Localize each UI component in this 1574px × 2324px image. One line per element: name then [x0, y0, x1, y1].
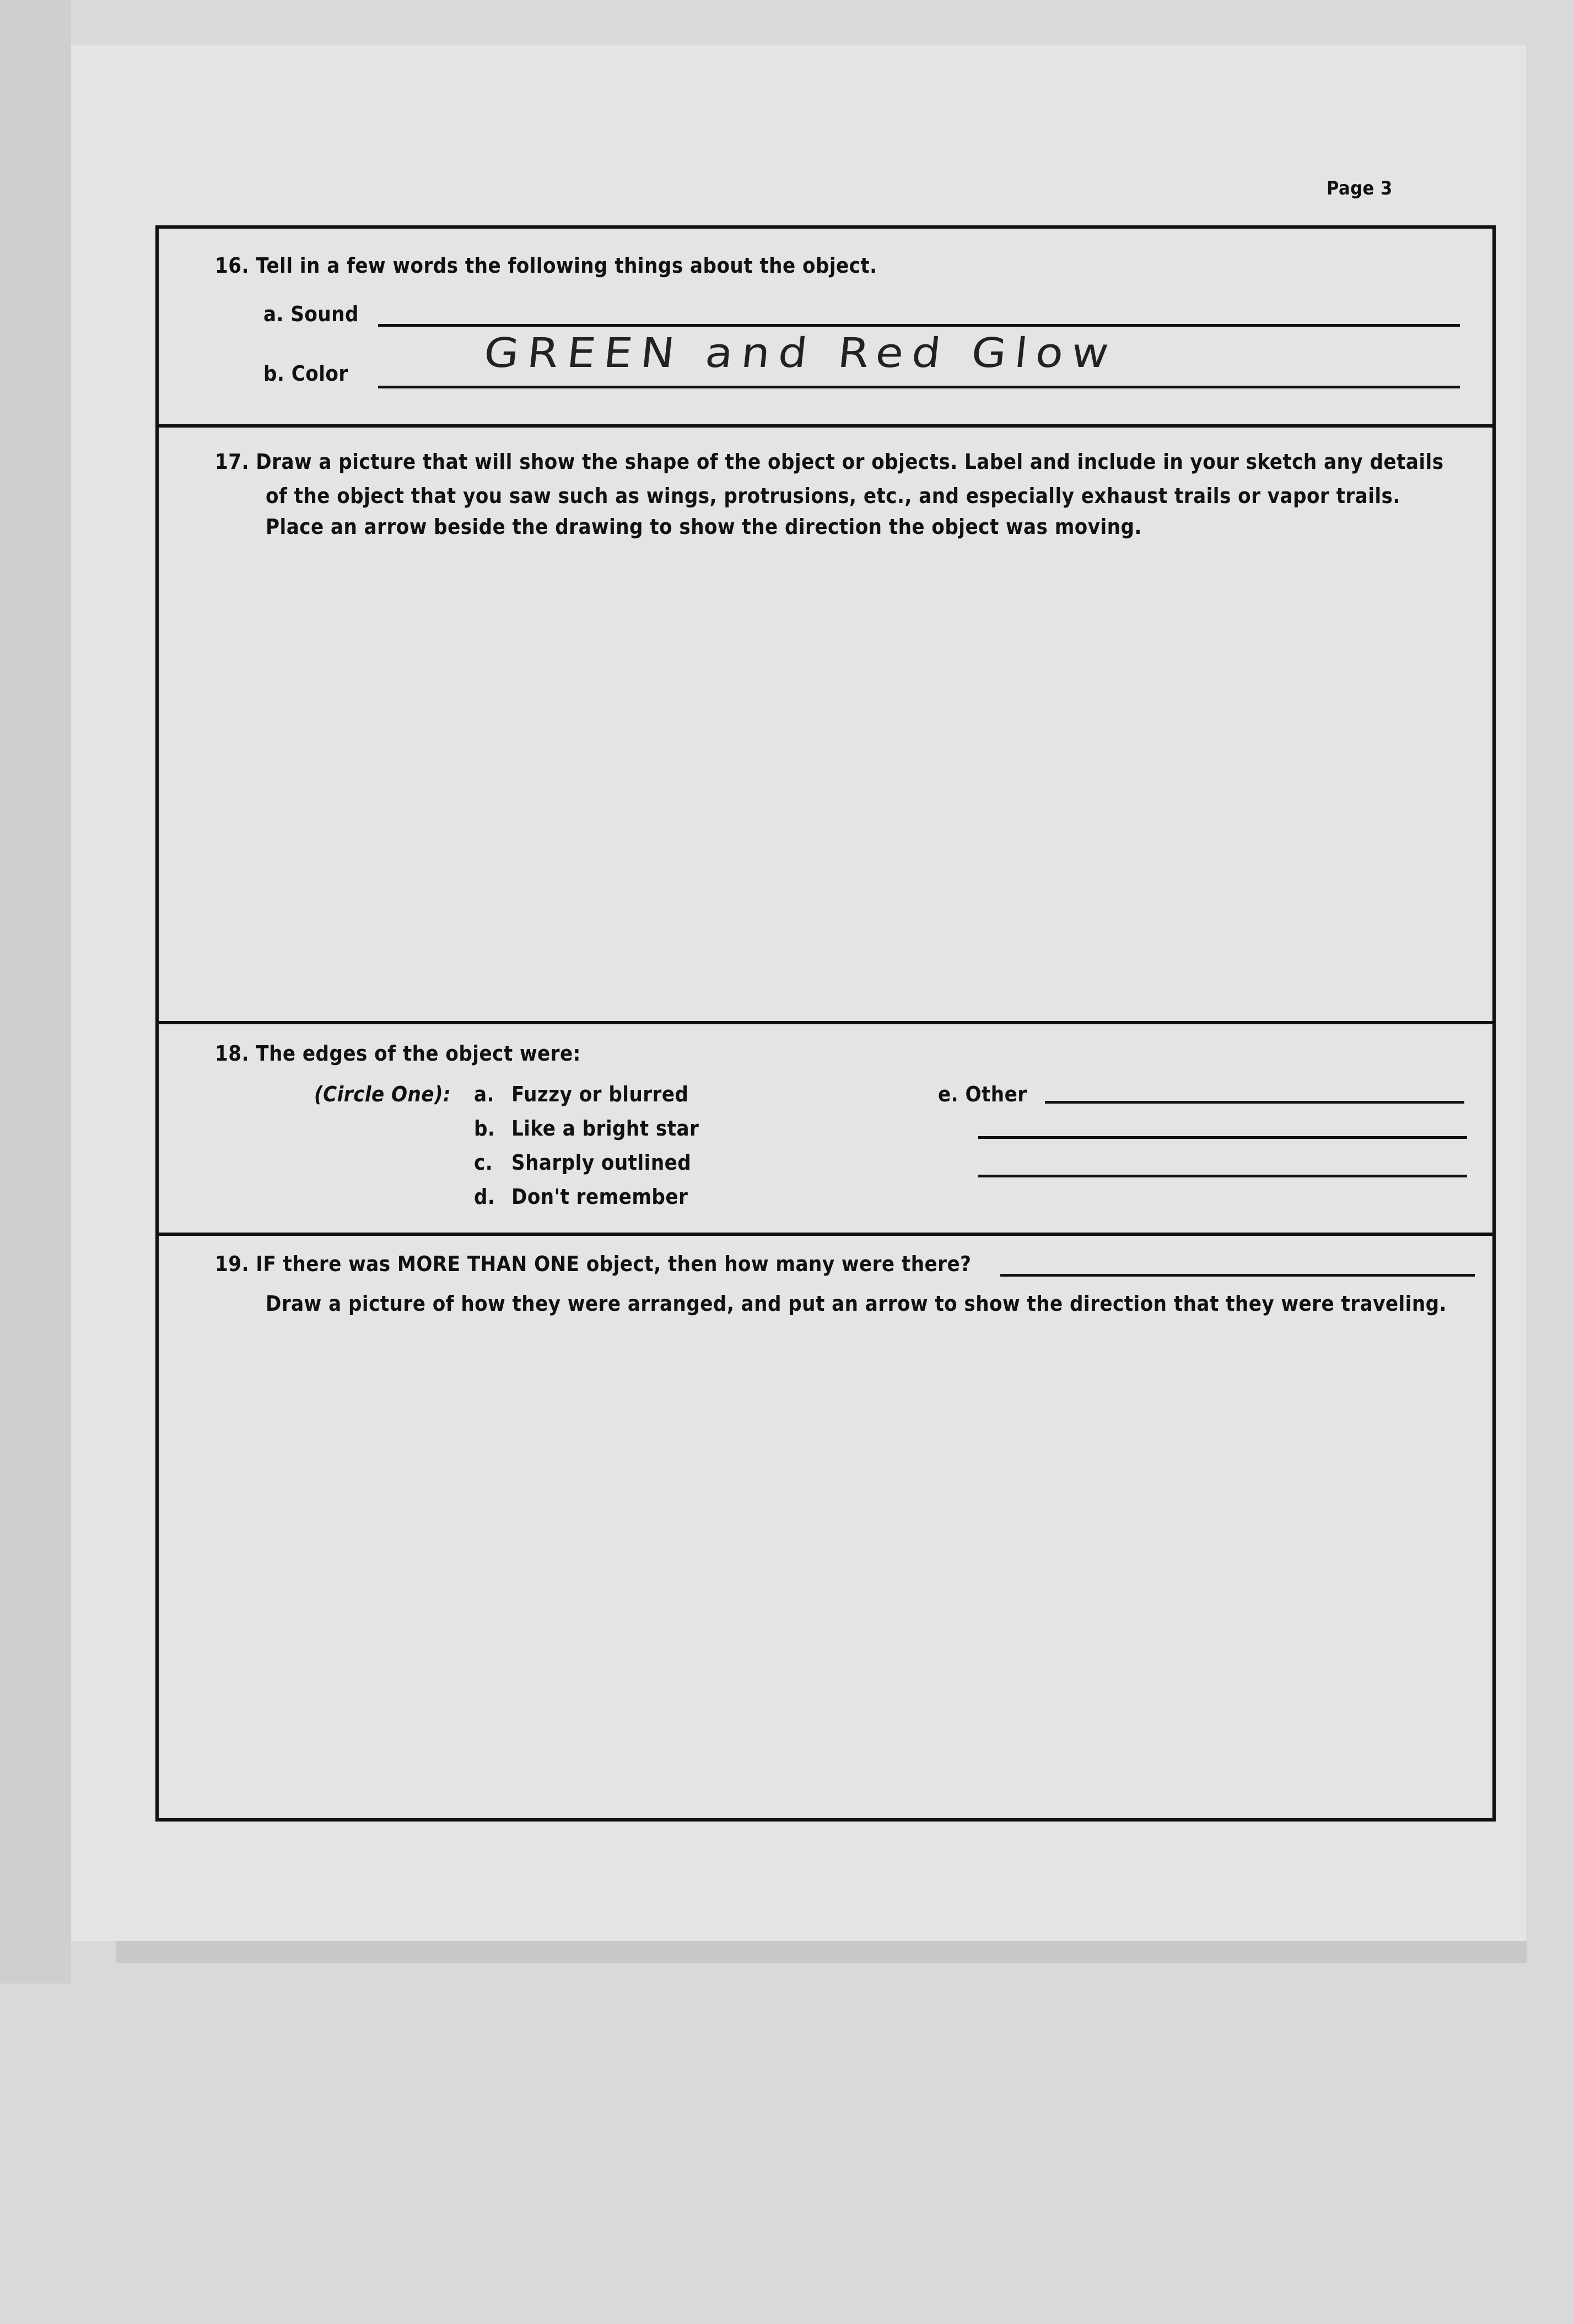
option-d-label[interactable]: Don't remember [511, 1185, 688, 1209]
question-17-line1: 17. Draw a picture that will show the shape of the object or objects. Label and include in your sketch any details [215, 450, 1444, 474]
sketch-area-19[interactable] [165, 1328, 1483, 1807]
divider-18-19 [155, 1233, 1496, 1236]
question-16: 16. Tell in a few words the following things about the object. [215, 253, 877, 278]
question-17-line3: Place an arrow beside the drawing to show the direction the object was moving. [266, 515, 1142, 539]
option-d-letter: d. [474, 1185, 495, 1209]
other-field-line1[interactable] [1045, 1101, 1464, 1104]
option-a-letter: a. [474, 1082, 494, 1106]
option-b-label[interactable]: Like a bright star [511, 1116, 699, 1141]
sound-field[interactable] [378, 324, 1460, 327]
color-field[interactable] [378, 386, 1460, 388]
question-18: 18. The edges of the object were: [215, 1041, 581, 1066]
circle-one-instruction: (Circle One): [314, 1082, 451, 1106]
sketch-area-17[interactable] [165, 551, 1483, 1014]
question-17-line2: of the object that you saw such as wings, protrusions, etc., and especially exhaust trails or vapor trails. [266, 484, 1400, 508]
option-c-label[interactable]: Sharply outlined [511, 1150, 692, 1175]
scan-shadow [116, 1941, 1527, 1963]
scan-edge [0, 0, 71, 1983]
question-19-line2: Draw a picture of how they were arranged, and put an arrow to show the direction that they were traveling. [266, 1291, 1447, 1316]
color-label: b. Color [263, 361, 348, 386]
option-c-letter: c. [474, 1150, 493, 1175]
other-field-line2[interactable] [978, 1136, 1467, 1139]
option-b-letter: b. [474, 1116, 495, 1141]
page-number: Page 3 [1327, 177, 1393, 199]
other-field-line3[interactable] [978, 1175, 1467, 1177]
divider-16-17 [155, 424, 1496, 428]
color-handwritten-answer: GREEN and Red Glow [482, 329, 1120, 377]
sound-label: a. Sound [263, 302, 359, 326]
question-19-line1: 19. IF there was MORE THAN ONE object, then how many were there? [215, 1252, 972, 1276]
object-count-field[interactable] [1000, 1274, 1475, 1277]
option-a-label[interactable]: Fuzzy or blurred [511, 1082, 689, 1106]
divider-17-18 [155, 1021, 1496, 1024]
option-e-other-label: e. Other [938, 1082, 1027, 1106]
